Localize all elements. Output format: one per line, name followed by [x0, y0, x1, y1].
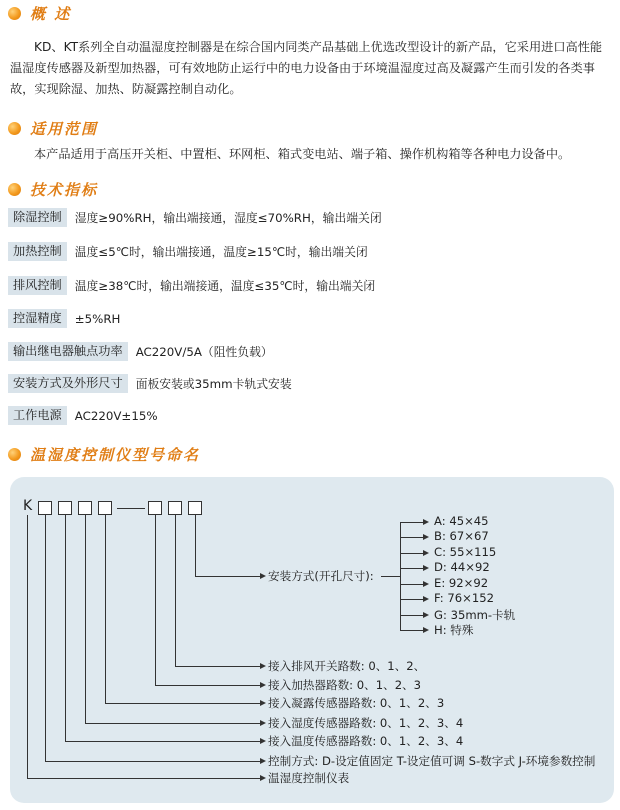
leader-line [45, 761, 260, 762]
mount-option: E: 92×92 [434, 576, 489, 590]
naming-heading: 温湿度控制仪型号命名 [8, 443, 200, 465]
leader-line [65, 741, 260, 742]
mount-option: D: 44×92 [434, 560, 490, 574]
spec-row [8, 374, 292, 393]
leader-line [175, 515, 176, 666]
mount-option: A: 45×45 [434, 514, 489, 528]
arrow-icon [423, 627, 429, 633]
spec-value: 面板安装或35mm卡轨式安装 [135, 377, 292, 391]
spec-label: 输出继电器触点功率 [8, 342, 128, 361]
arrow-icon [260, 700, 266, 706]
spec-value: 温度≤5℃时，输出端接通，温度≥15℃时，输出端关闭 [74, 245, 368, 259]
orange-bullet-icon [8, 183, 21, 196]
bracket-line [400, 599, 423, 600]
mount-option: B: 67×67 [434, 529, 489, 543]
spec-label: 控湿精度 [8, 309, 67, 328]
arrow-icon [423, 565, 429, 571]
spec-label: 除湿控制 [8, 208, 67, 227]
model-naming-diagram [10, 477, 614, 803]
arrow-icon [423, 519, 429, 525]
orange-bullet-icon [8, 448, 21, 461]
spec-value: 湿度≥90%RH，输出端接通，湿度≤70%RH，输出端关闭 [74, 211, 382, 225]
code-description: 接入温度传感器路数: 0、1、2、3、4 [268, 734, 464, 748]
bracket-line [400, 568, 423, 569]
arrow-icon [260, 663, 266, 669]
code-slot-box [78, 501, 92, 515]
spec-row [8, 342, 273, 361]
code-description: 控制方式: D-设定值固定 T-设定值可调 S-数字式 J-环境参数控制 [268, 754, 596, 768]
spec-row [8, 309, 120, 328]
spec-value: ±5%RH [74, 311, 121, 326]
leader-line [195, 576, 260, 577]
leader-line [155, 515, 156, 685]
leader-line [65, 515, 66, 741]
leader-line [27, 778, 260, 779]
mount-option: H: 特殊 [434, 623, 474, 637]
leader-line [155, 685, 260, 686]
leader-line [45, 515, 46, 761]
leader-line [105, 515, 106, 703]
bracket-line [400, 615, 423, 616]
orange-bullet-icon [8, 7, 21, 20]
bracket-line [400, 537, 423, 538]
spec-label: 工作电源 [8, 406, 67, 425]
mount-method-label: 安装方式(开孔尺寸): [268, 569, 374, 583]
arrow-icon [423, 534, 429, 540]
orange-bullet-icon [8, 122, 21, 135]
overview-text: KD、KT系列全自动温湿度控制器是在综合国内同类产品基础上优选改型设计的新产品，它采用进口高性能温湿度传感器及新型加热器，可有效地防止运行中的电力设备由于环境温湿度过高及凝露产生而引发的各类事故，实现除湿、加热、防凝露控制自动化。 [10, 40, 603, 96]
scope-heading: 适用范围 [8, 117, 98, 139]
bracket-line [400, 522, 423, 523]
bracket-line [400, 630, 423, 631]
mount-option: C: 55×115 [434, 545, 497, 559]
arrow-icon [260, 720, 266, 726]
spec-row [8, 406, 158, 425]
spec-label: 排风控制 [8, 276, 67, 295]
bracket-line [400, 522, 401, 630]
spec-value: AC220V/5A（阻性负载） [135, 345, 273, 359]
arrow-icon [423, 581, 429, 587]
spec-value: 温度≥38℃时，输出端接通，温度≤35℃时，输出端关闭 [74, 279, 376, 293]
code-slot-box [98, 501, 112, 515]
code-description: 温湿度控制仪表 [268, 771, 350, 785]
arrow-icon [260, 758, 266, 764]
scope-text: 本产品适用于高压开关柜、中置柜、环网柜、箱式变电站、端子箱、操作机构箱等各种电力设备中。 [34, 147, 571, 161]
code-description: 接入排风开关路数: 0、1、2、 [268, 659, 426, 673]
leader-line [85, 515, 86, 723]
bracket-line [400, 584, 423, 585]
model-prefix: K [23, 498, 33, 514]
code-description: 接入湿度传感器路数: 0、1、2、3、4 [268, 716, 464, 730]
specs-heading: 技术指标 [8, 178, 98, 200]
mount-option: G: 35mm-卡轨 [434, 608, 516, 622]
code-description: 接入加热器路数: 0、1、2、3 [268, 678, 422, 692]
arrow-icon [260, 682, 266, 688]
mount-option: F: 76×152 [434, 591, 494, 605]
leader-line [27, 515, 28, 778]
code-description: 接入凝露传感器路数: 0、1、2、3 [268, 696, 445, 710]
spec-value: AC220V±15% [74, 408, 158, 423]
arrow-icon [423, 612, 429, 618]
bracket-line [381, 576, 400, 577]
code-slot-box [148, 501, 162, 515]
arrow-icon [423, 550, 429, 556]
overview-heading: 概 述 [8, 2, 71, 24]
spec-row [8, 208, 382, 227]
code-slot-box [38, 501, 52, 515]
spec-row [8, 276, 375, 295]
leader-line [105, 703, 260, 704]
code-slot-box [168, 501, 182, 515]
code-slot-box [58, 501, 72, 515]
spec-label: 安装方式及外形尺寸 [8, 374, 128, 393]
spec-label: 加热控制 [8, 242, 67, 261]
arrow-icon [260, 738, 266, 744]
leader-line [175, 666, 260, 667]
arrow-icon [423, 596, 429, 602]
arrow-icon [260, 573, 266, 579]
bracket-line [400, 553, 423, 554]
code-dash [117, 508, 145, 509]
leader-line [85, 723, 260, 724]
arrow-icon [260, 775, 266, 781]
leader-line [195, 515, 196, 576]
spec-row [8, 242, 368, 261]
code-slot-box [188, 501, 202, 515]
